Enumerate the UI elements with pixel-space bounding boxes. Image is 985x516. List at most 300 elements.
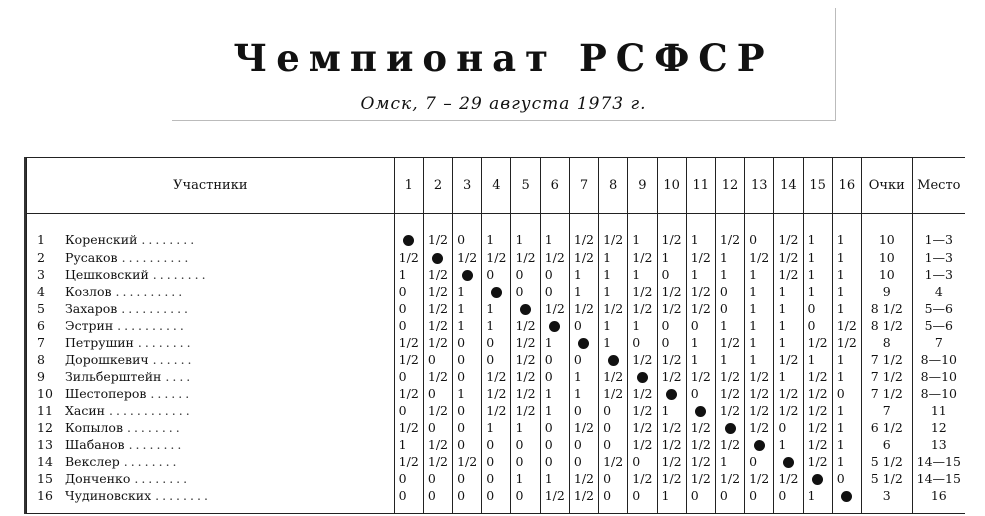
- score-cell: 1/2: [423, 300, 452, 317]
- self-game-dot-icon: [482, 283, 511, 300]
- table-row: [27, 368, 965, 385]
- score-cell: 1: [832, 436, 861, 453]
- leader-dots: ............: [109, 402, 193, 418]
- leader-dots: ........: [126, 419, 183, 435]
- score-cell: 1: [832, 249, 861, 266]
- score-cell: 0: [453, 214, 482, 249]
- participant-number: 1: [37, 231, 45, 247]
- round-header: 2: [423, 158, 452, 214]
- points-cell: 3: [861, 487, 912, 513]
- score-cell: 0: [599, 487, 628, 513]
- score-cell: 1/2: [715, 436, 744, 453]
- participants-header: Участники: [27, 158, 394, 214]
- score-cell: 1: [715, 453, 744, 470]
- score-cell: 0: [599, 436, 628, 453]
- score-cell: 1: [832, 300, 861, 317]
- participant-cell: [27, 453, 394, 470]
- score-cell: 1: [803, 214, 832, 249]
- score-cell: 1: [599, 334, 628, 351]
- score-cell: 1: [832, 351, 861, 368]
- table-row: [27, 214, 965, 249]
- score-cell: 1: [540, 334, 569, 351]
- header-row: [27, 158, 965, 214]
- table-row: [27, 334, 965, 351]
- leader-dots: ....: [165, 368, 194, 384]
- score-cell: 1: [832, 453, 861, 470]
- leader-dots: ..........: [117, 317, 187, 333]
- score-cell: 1/2: [628, 385, 657, 402]
- round-header: 15: [803, 158, 832, 214]
- score-cell: 0: [453, 334, 482, 351]
- round-header: 13: [745, 158, 774, 214]
- score-cell: 0: [803, 300, 832, 317]
- participant-number: 6: [37, 317, 45, 333]
- score-cell: 1/2: [599, 214, 628, 249]
- score-cell: 1/2: [394, 249, 423, 266]
- score-cell: 0: [657, 334, 686, 351]
- score-cell: 1: [453, 385, 482, 402]
- score-cell: 1/2: [423, 402, 452, 419]
- self-game-dot-icon: [540, 317, 569, 334]
- place-cell: 14—15: [912, 453, 965, 470]
- score-cell: 0: [453, 419, 482, 436]
- score-cell: 0: [540, 453, 569, 470]
- score-cell: 0: [453, 470, 482, 487]
- participant-number: 9: [37, 368, 45, 384]
- filled-circle-icon: [725, 423, 736, 434]
- participant-number: 14: [37, 453, 53, 469]
- participant-name: Чудиновских: [65, 488, 152, 504]
- participant-cell: [27, 300, 394, 317]
- score-cell: 1/2: [540, 300, 569, 317]
- score-cell: 0: [715, 283, 744, 300]
- participant-name: Хасин: [65, 402, 106, 418]
- score-cell: 1: [774, 368, 803, 385]
- score-cell: 1/2: [657, 470, 686, 487]
- self-game-dot-icon: [803, 470, 832, 487]
- table-row: [27, 385, 965, 402]
- score-cell: 1/2: [774, 266, 803, 283]
- participant-number: 12: [37, 419, 53, 435]
- filled-circle-icon: [403, 235, 414, 246]
- score-cell: 1/2: [745, 249, 774, 266]
- score-cell: 0: [715, 300, 744, 317]
- score-cell: 1: [511, 214, 540, 249]
- table-row: [27, 487, 965, 513]
- leader-dots: ........: [134, 470, 191, 486]
- score-cell: 1/2: [686, 470, 715, 487]
- score-cell: 1/2: [745, 402, 774, 419]
- self-game-dot-icon: [569, 334, 598, 351]
- score-cell: 1/2: [686, 300, 715, 317]
- score-cell: 1: [453, 317, 482, 334]
- filled-circle-icon: [841, 491, 852, 502]
- score-cell: 1/2: [803, 419, 832, 436]
- score-cell: 1/2: [394, 453, 423, 470]
- score-cell: 0: [832, 385, 861, 402]
- self-game-dot-icon: [394, 214, 423, 249]
- score-cell: 1: [482, 419, 511, 436]
- score-cell: 1: [599, 249, 628, 266]
- score-cell: 1: [832, 283, 861, 300]
- score-cell: 0: [774, 419, 803, 436]
- score-cell: 0: [394, 470, 423, 487]
- participant-cell: [27, 419, 394, 436]
- score-cell: 1: [540, 402, 569, 419]
- place-header: Место: [912, 158, 965, 214]
- score-cell: 1: [540, 214, 569, 249]
- participant-cell: [27, 385, 394, 402]
- score-cell: 0: [540, 351, 569, 368]
- self-game-dot-icon: [715, 419, 744, 436]
- table-row: [27, 453, 965, 470]
- place-cell: 7: [912, 334, 965, 351]
- score-cell: 1: [569, 266, 598, 283]
- round-header: 9: [628, 158, 657, 214]
- place-cell: 8—10: [912, 368, 965, 385]
- score-cell: 1: [715, 317, 744, 334]
- participant-name: Захаров: [65, 300, 118, 316]
- score-cell: 0: [423, 487, 452, 513]
- score-cell: 1/2: [569, 470, 598, 487]
- page-title: Чемпионат РСФСР: [233, 36, 774, 80]
- table-row: [27, 317, 965, 334]
- leader-dots: ......: [152, 351, 195, 367]
- score-cell: 1: [774, 334, 803, 351]
- score-cell: 0: [394, 283, 423, 300]
- score-cell: 0: [423, 419, 452, 436]
- score-cell: 1: [774, 436, 803, 453]
- score-cell: 1: [482, 300, 511, 317]
- participant-name: Шабанов: [65, 436, 125, 452]
- score-cell: 0: [453, 487, 482, 513]
- score-cell: 1/2: [394, 419, 423, 436]
- points-cell: 8 1/2: [861, 317, 912, 334]
- participant-name: Коренский: [65, 231, 138, 247]
- score-cell: 0: [628, 453, 657, 470]
- score-cell: 1/2: [657, 436, 686, 453]
- table-row: [27, 249, 965, 266]
- score-cell: 1: [599, 283, 628, 300]
- leader-dots: ........: [141, 231, 198, 247]
- page-subtitle: Омск, 7 – 29 августа 1973 г.: [360, 94, 647, 114]
- score-cell: 1: [832, 402, 861, 419]
- score-cell: 1/2: [686, 249, 715, 266]
- place-cell: 13: [912, 436, 965, 453]
- score-cell: 1/2: [394, 351, 423, 368]
- score-cell: 0: [540, 368, 569, 385]
- participant-name: Зильберштейн: [65, 368, 162, 384]
- leader-dots: ........: [123, 453, 180, 469]
- round-header: 5: [511, 158, 540, 214]
- score-cell: 0: [657, 266, 686, 283]
- leader-dots: ..........: [115, 283, 186, 299]
- participant-cell: [27, 487, 394, 513]
- self-game-dot-icon: [745, 436, 774, 453]
- score-cell: 1/2: [511, 249, 540, 266]
- score-cell: 1: [803, 351, 832, 368]
- score-cell: 1: [511, 419, 540, 436]
- score-cell: 1/2: [657, 214, 686, 249]
- score-cell: 0: [511, 487, 540, 513]
- score-cell: 1: [686, 351, 715, 368]
- score-cell: 1: [745, 351, 774, 368]
- round-header: 8: [599, 158, 628, 214]
- score-cell: 0: [482, 470, 511, 487]
- score-cell: 1/2: [686, 436, 715, 453]
- score-cell: 1/2: [599, 300, 628, 317]
- score-cell: 1/2: [423, 317, 452, 334]
- score-cell: 1: [511, 470, 540, 487]
- filled-circle-icon: [578, 338, 589, 349]
- score-cell: 1: [453, 283, 482, 300]
- filled-circle-icon: [637, 372, 648, 383]
- participant-cell: [27, 436, 394, 453]
- points-cell: 7 1/2: [861, 385, 912, 402]
- score-cell: 1: [540, 385, 569, 402]
- filled-circle-icon: [783, 457, 794, 468]
- score-cell: 1: [715, 266, 744, 283]
- filled-circle-icon: [754, 440, 765, 451]
- score-cell: 1/2: [569, 300, 598, 317]
- filled-circle-icon: [812, 474, 823, 485]
- score-cell: 1: [599, 266, 628, 283]
- round-header: 1: [394, 158, 423, 214]
- filled-circle-icon: [462, 270, 473, 281]
- score-cell: 1/2: [745, 419, 774, 436]
- score-cell: 1/2: [745, 368, 774, 385]
- filled-circle-icon: [608, 355, 619, 366]
- score-cell: 1/2: [540, 487, 569, 513]
- score-cell: 1/2: [628, 283, 657, 300]
- self-game-dot-icon: [628, 368, 657, 385]
- participant-cell: [27, 402, 394, 419]
- score-cell: 1/2: [599, 385, 628, 402]
- place-cell: 1—3: [912, 249, 965, 266]
- participant-number: 2: [37, 249, 45, 265]
- participant-cell: [27, 334, 394, 351]
- points-cell: 5 1/2: [861, 470, 912, 487]
- score-cell: 1/2: [599, 368, 628, 385]
- participant-name: Шестоперов: [65, 385, 147, 401]
- self-game-dot-icon: [599, 351, 628, 368]
- leader-dots: ..........: [121, 300, 192, 316]
- self-game-dot-icon: [511, 300, 540, 317]
- score-cell: 1/2: [803, 385, 832, 402]
- score-cell: 1: [394, 266, 423, 283]
- score-cell: 1: [453, 300, 482, 317]
- table-row: [27, 283, 965, 300]
- score-cell: 0: [511, 283, 540, 300]
- score-cell: 0: [482, 334, 511, 351]
- score-cell: 1: [657, 249, 686, 266]
- score-cell: 1/2: [482, 402, 511, 419]
- round-header: 7: [569, 158, 598, 214]
- score-cell: 1/2: [715, 402, 744, 419]
- participant-cell: [27, 470, 394, 487]
- place-cell: 8—10: [912, 385, 965, 402]
- score-cell: 1/2: [423, 436, 452, 453]
- score-cell: 1/2: [657, 368, 686, 385]
- score-cell: 0: [453, 436, 482, 453]
- score-cell: 1: [803, 266, 832, 283]
- score-cell: 1/2: [657, 453, 686, 470]
- filled-circle-icon: [520, 304, 531, 315]
- score-cell: 1/2: [423, 368, 452, 385]
- score-cell: 0: [540, 436, 569, 453]
- participant-number: 11: [37, 402, 53, 418]
- score-cell: 1/2: [715, 214, 744, 249]
- score-cell: 1/2: [511, 317, 540, 334]
- participant-name: Русаков: [65, 249, 118, 265]
- score-cell: 1/2: [715, 470, 744, 487]
- score-cell: 1: [745, 283, 774, 300]
- score-cell: 1: [745, 317, 774, 334]
- score-cell: 1/2: [803, 402, 832, 419]
- score-cell: 0: [628, 334, 657, 351]
- points-cell: 10: [861, 214, 912, 249]
- score-cell: 0: [569, 436, 598, 453]
- score-cell: 1: [482, 317, 511, 334]
- score-cell: 1/2: [511, 334, 540, 351]
- score-cell: 0: [453, 368, 482, 385]
- score-cell: 1/2: [511, 385, 540, 402]
- score-cell: 1/2: [423, 214, 452, 249]
- score-cell: 0: [803, 317, 832, 334]
- score-cell: 1/2: [628, 419, 657, 436]
- score-cell: 1/2: [628, 300, 657, 317]
- score-cell: 1/2: [832, 334, 861, 351]
- score-cell: 1: [803, 487, 832, 513]
- score-cell: 1/2: [686, 419, 715, 436]
- score-cell: 0: [628, 487, 657, 513]
- score-cell: 1/2: [511, 402, 540, 419]
- points-cell: 5 1/2: [861, 453, 912, 470]
- score-cell: 1/2: [657, 300, 686, 317]
- score-cell: 1/2: [569, 419, 598, 436]
- score-cell: 0: [540, 419, 569, 436]
- place-cell: 12: [912, 419, 965, 436]
- score-cell: 1/2: [774, 470, 803, 487]
- score-cell: 1: [715, 249, 744, 266]
- score-cell: 1/2: [569, 249, 598, 266]
- self-game-dot-icon: [686, 402, 715, 419]
- participant-number: 8: [37, 351, 45, 367]
- filled-circle-icon: [491, 287, 502, 298]
- score-cell: 1: [686, 214, 715, 249]
- crosstable-grid: [27, 158, 965, 513]
- score-cell: 1/2: [803, 368, 832, 385]
- participant-name: Донченко: [65, 470, 131, 486]
- score-cell: 1: [832, 214, 861, 249]
- leader-dots: ........: [155, 488, 211, 504]
- score-cell: 0: [511, 453, 540, 470]
- round-header: 3: [453, 158, 482, 214]
- participant-name: Дорошкевич: [65, 351, 149, 367]
- score-cell: 1/2: [774, 351, 803, 368]
- table-row: [27, 266, 965, 283]
- score-cell: 0: [394, 402, 423, 419]
- score-cell: 1: [540, 470, 569, 487]
- score-cell: 0: [599, 419, 628, 436]
- score-cell: 1: [803, 283, 832, 300]
- table-body: [27, 214, 965, 514]
- score-cell: 0: [423, 351, 452, 368]
- score-cell: 1/2: [774, 402, 803, 419]
- score-cell: 1/2: [803, 436, 832, 453]
- score-cell: 0: [686, 487, 715, 513]
- score-cell: 1/2: [686, 453, 715, 470]
- score-cell: 1/2: [657, 283, 686, 300]
- participant-number: 5: [37, 300, 45, 316]
- round-header: 10: [657, 158, 686, 214]
- score-cell: 1/2: [715, 334, 744, 351]
- score-cell: 0: [511, 436, 540, 453]
- score-cell: 1/2: [394, 385, 423, 402]
- score-cell: 0: [774, 487, 803, 513]
- score-cell: 1: [482, 214, 511, 249]
- score-cell: 1: [569, 385, 598, 402]
- score-cell: 1: [745, 300, 774, 317]
- place-cell: 8—10: [912, 351, 965, 368]
- round-header: 11: [686, 158, 715, 214]
- place-cell: 1—3: [912, 214, 965, 249]
- score-cell: 1: [628, 317, 657, 334]
- score-cell: 1/2: [482, 385, 511, 402]
- score-cell: 1/2: [628, 470, 657, 487]
- points-cell: 8: [861, 334, 912, 351]
- score-cell: 0: [482, 266, 511, 283]
- points-cell: 7: [861, 402, 912, 419]
- table-row: [27, 300, 965, 317]
- table-row: [27, 351, 965, 368]
- score-cell: 0: [394, 487, 423, 513]
- score-cell: 1/2: [599, 453, 628, 470]
- score-cell: 0: [394, 300, 423, 317]
- score-cell: 1: [599, 317, 628, 334]
- place-cell: 14—15: [912, 470, 965, 487]
- score-cell: 1: [569, 283, 598, 300]
- score-cell: 1/2: [686, 368, 715, 385]
- points-cell: 8 1/2: [861, 300, 912, 317]
- score-cell: 1/2: [569, 487, 598, 513]
- round-header: 4: [482, 158, 511, 214]
- score-cell: 1/2: [657, 351, 686, 368]
- table-row: [27, 470, 965, 487]
- participant-cell: [27, 351, 394, 368]
- place-cell: 4: [912, 283, 965, 300]
- participant-cell: [27, 317, 394, 334]
- leader-dots: ........: [128, 436, 185, 452]
- score-cell: 1/2: [453, 249, 482, 266]
- participant-name: Эстрин: [65, 317, 114, 333]
- score-cell: 1: [628, 214, 657, 249]
- score-cell: 1: [657, 487, 686, 513]
- score-cell: 0: [569, 351, 598, 368]
- score-cell: 0: [745, 487, 774, 513]
- score-cell: 1/2: [628, 402, 657, 419]
- points-header: Очки: [861, 158, 912, 214]
- score-cell: 1: [832, 368, 861, 385]
- participant-name: Петрушин: [65, 334, 134, 350]
- crosstable: [26, 157, 965, 514]
- score-cell: 1/2: [745, 470, 774, 487]
- leader-dots: ........: [137, 334, 194, 350]
- score-cell: 0: [745, 453, 774, 470]
- score-cell: 0: [394, 368, 423, 385]
- participant-name: Копылов: [65, 419, 123, 435]
- score-cell: 1: [774, 317, 803, 334]
